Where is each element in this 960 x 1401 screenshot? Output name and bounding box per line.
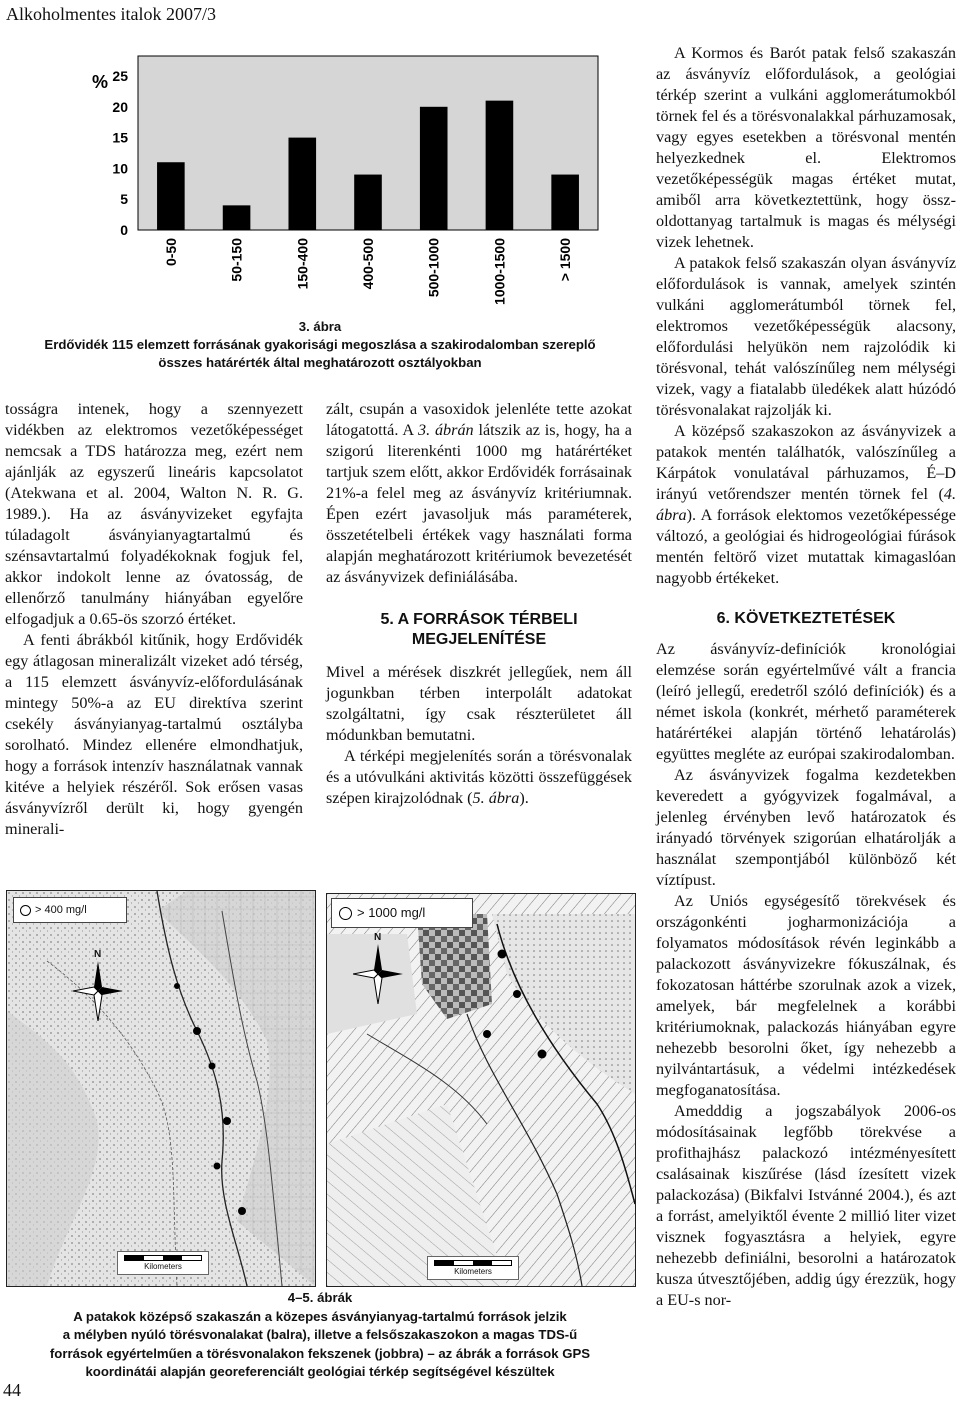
bar-0-50	[157, 162, 185, 230]
x-tick-label: 500-1000	[425, 238, 442, 298]
col1-paragraph-1: tosságra intenek, hogy a szennyezett vidékben az elektromos vezetőképességet nemcsak a TDS határozza meg, ezért nem ajánlják az egyszerű lineáris kapcsolatot (Atekwana et al. 2004, Walton N. R. G. 1989.). Ha az ásványvizeket egyfajta túladagolt ásványianyagtartalmú és szénsavtartalmú folyadékoknak fogjuk fel, akkor indokolt lenne az óvatosság, de ellenőrző tanulmány hiányában egyelőre elfogadjuk a 0.65-ös szorzó értéket.	[5, 400, 303, 628]
x-tick-label: 50-150	[228, 238, 245, 282]
y-tick-label: 20	[112, 98, 128, 115]
bar-1000-1500	[486, 101, 514, 230]
bar-150-400	[288, 138, 316, 230]
figure-4-legend: > 400 mg/l	[13, 897, 127, 923]
figure-4-scale-bar: Kilometers	[117, 1251, 209, 1275]
col3-paragraph-2: A patakok felső szakaszán olyan ásványvíz előfordulások is vannak, amelyek szintén vulkáni agglomerátumból törnek fel, elektromos vezetőképességük alacsony, előfordulási helyükön nem rajzolódik ki törésvonal, tehát valószínűleg nem mélységi vizek, vagy a fiatalabb üledékek alatt húzódó törésvonalakat rajzolják ki.	[656, 254, 956, 419]
x-tick-label: 150-400	[294, 238, 311, 290]
col3-paragraph-4: Az ásványvíz-definíciók kronológiai elemzése során egyértelművé vált a francia (leíró jellegű, eredetről szóló definíciók) és a német iskola (konkrét, mérhető paraméterek határértékei alapján történő lehatárolás) együttes megléte az európai szakirodalomban.	[656, 640, 956, 763]
section-5-title: 5. A FORRÁSOK TÉRBELI MEGJELENÍTÉSE	[380, 611, 578, 648]
col2-paragraph-1: zált, csupán a vasoxidok jelenléte tette azokat látogatottá. A 3. ábrán látszik az is, hogy, ha a szigorú literenkénti 1000 mg határértéket tartjuk szem előtt, akkor Erdővidék forrásainak 21%-a felel meg az ásványvíz kritériumnak. Épen ezért javasoljuk más paraméterek, összetételbeli értékek vagy használati forma alapján meghatározott kritériumok bevezetését az ásványvizek definiálásába.	[326, 400, 632, 586]
figures-4-5-caption: 4–5. ábrák A patakok középső szakaszán a közepes ásványianyag-tartalmú források jelzik a mélyben nyúló törésvonalakat (balra), illetve a felsőszakaszokon a magas TDS-ű források egyértelműen a törésvonalakon fekszenek (jobbra) – az ábrák a források GPS koordinátái alapján georeferenciált geológiai térkép segítségével készültek	[0, 1289, 640, 1382]
y-axis-label: %	[92, 72, 109, 92]
running-header: Alkoholmentes italok 2007/3	[6, 4, 216, 24]
y-tick-label: 10	[112, 160, 128, 177]
legend-circle-icon	[20, 905, 31, 916]
x-tick-label: 1000-1500	[491, 238, 508, 305]
figure-4-reference: 4. ábra	[656, 485, 956, 524]
x-tick-label: 400-500	[360, 238, 376, 290]
legend-circle-icon	[339, 907, 352, 920]
col2-paragraph-2: Mivel a mérések diszkrét jellegűek, nem áll jogunkban térben interpolált adatokat szolgáltatni, így csak részterületet áll módunkban bemutatni.	[326, 663, 632, 744]
compass-rose-icon: N	[353, 932, 403, 1004]
text-column-1	[5, 399, 303, 840]
col2-paragraph-3: A térképi megjelenítés során a törésvonalak és a utóvulkáni aktivitás közötti összefüggések szépen kirajzolódnak (5. ábra).	[326, 747, 632, 807]
figure-5-reference: 5. ábra	[472, 789, 520, 807]
col3-paragraph-7: Amedddig a jogszabályok 2006-os módosításainak legfőbb törekvése a profithajhász palackozó intézményesített csalásainak kiszűrése (lásd ízesített vizek palackozása) (Bikfalvi Istvánné 2004.), és azt a forrást, amelyiktől évente 2 millió liter vizet visznek fogyasztásra a helyiek, egyre nehezebb definiálni, besorolni a határozatok kusza útvesztőjében, addig úgy érezzük, hogy a EU-s nor-	[656, 1102, 956, 1309]
compass-rose-icon: N	[73, 949, 123, 1019]
figure-3-caption-line2: összes határérték által meghatározott osztályokban	[158, 355, 482, 370]
x-tick-label: 0-50	[162, 238, 179, 267]
figure-3-caption-line1: Erdővidék 115 elemzett forrásának gyakorisági megoszlása a szakirodalomban szereplő	[44, 337, 596, 352]
col3-paragraph-5: Az ásványvizek fogalma kezdetekben keveredett a gyógyvizek fogalmával, a jelenleg érvényben levő határozatok és irányadó törvények szigorúan elhatárolják a használat szempontjából különböző két víztípust.	[656, 766, 956, 889]
col3-paragraph-3: A középső szakaszokon az ásványvizek a patakok mentén találhatók, valószínűleg a Kárpátok vonulatával párhuzamos, É–D irányú vetőrendszer mentén törnek fel (4. ábra). A források elektomos vezetőképessége változó, a geológiai és hidrogeológiai fúrások mentén feltörő vizet mutattak kimagaslóan nagyobb értékeket.	[656, 422, 956, 587]
x-tick-label: > 1500	[557, 238, 574, 282]
col3-paragraph-1: A Kormos és Barót patak felső szakaszán az ásványvíz előfordulások, a geológiai térkép szerint a vulkáni agglomerátumokból törnek fel és a törésvonalakkal párhuzamosak, vagy egyes esetekben a törésvonal mentén helyezkednek el. Elektromos vezetőképességük magas értéket mutat, amiből arra következtettünk, hogy össz-oldottanyag tartalmuk is magas és mélységi vizek lehetnek.	[656, 44, 956, 251]
bar-50-150	[223, 205, 251, 230]
bar-400-500	[354, 175, 382, 230]
figure-5-geological-map	[326, 893, 636, 1287]
y-tick-label: 15	[112, 129, 128, 146]
y-tick-label: 5	[120, 191, 128, 208]
figure-3-reference: 3. ábrán	[417, 421, 474, 439]
figure-3-number: 3. ábra	[298, 319, 342, 334]
figure-4-geological-map	[6, 890, 316, 1287]
bar--1500	[551, 175, 579, 230]
section-6-title: 6. KÖVETKEZTETÉSEK	[716, 610, 896, 627]
text-column-3	[656, 43, 956, 1311]
y-tick-label: 25	[112, 68, 128, 84]
figure-5-legend: > 1000 mg/l	[331, 898, 473, 928]
text-column-2	[326, 399, 632, 809]
page-number: 44	[3, 1380, 21, 1400]
figure-5-scale-bar: Kilometers	[427, 1256, 519, 1280]
figures-4-5-number: 4–5. ábrák	[287, 1290, 353, 1305]
col1-paragraph-2: A fenti ábrákból kitűnik, hogy Erdővidék egy átlagosan mineralizált vizeket adó térség, a 115 elemzett ásványvíz-előfordulásának mintegy 50%-a az EU direktíva szerint csekély ásványianyag-tartalmú osztályba sorolható. Mindez ellenére elmondhatjuk, hogy a források intenzív használatnak vannak kitéve a helyiek részéről. Sok erősen vasas ásványvízről derült ki, hogy gyengén minerali-	[5, 631, 303, 838]
y-tick-label: 0	[120, 222, 128, 238]
col3-paragraph-6: Az Uniós egységesítő törekvések és országonkénti jogharmonizációja a folyamatos módosítások révén leginkább a palackozott ásványvizekre fókuszálnak, és fokozatosan háttérbe szorulnak azok a vizek, amelyek, bár megfelelnek a korábbi kritériumoknak, palackozás hiányában egyre nehezebb besorolni őket, így nehezebb a nyilvántartásuk, a védelmi intézkedések megfoganatosítása.	[656, 892, 956, 1099]
bar-500-1000	[420, 107, 448, 230]
figure-3-caption	[5, 318, 635, 372]
figure-3-bar-chart	[70, 40, 630, 320]
